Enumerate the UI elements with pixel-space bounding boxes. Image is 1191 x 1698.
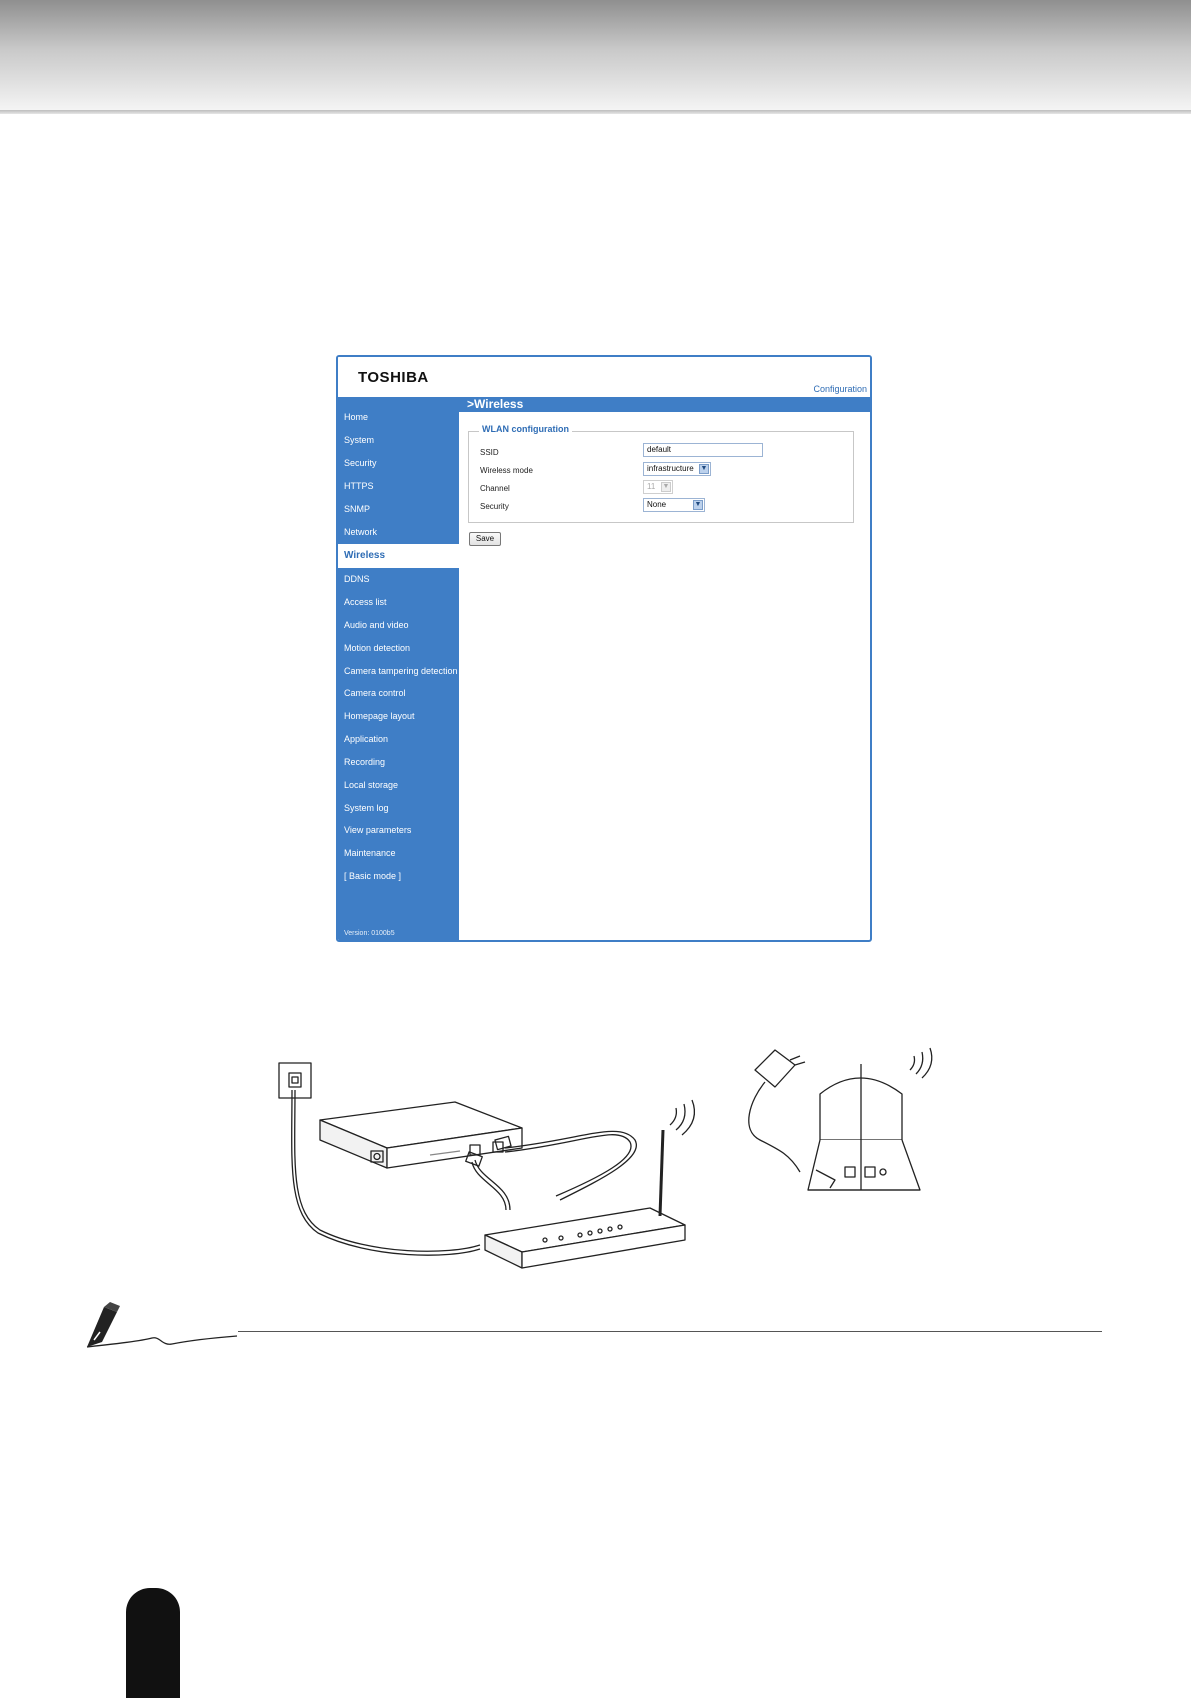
note-divider (238, 1331, 1102, 1332)
ssid-input[interactable] (643, 443, 763, 457)
chevron-down-icon: ▼ (662, 483, 670, 490)
chevron-down-icon: ▼ (694, 501, 702, 508)
sidebar-item-view-parameters[interactable]: View parameters (344, 825, 412, 835)
wlan-configuration-group (468, 424, 854, 523)
wlan-configuration-legend: WLAN configuration (479, 424, 572, 434)
security-label: Security (480, 502, 509, 511)
wifi-signal-icon (910, 1048, 932, 1078)
sidebar-item-system-log[interactable]: System log (344, 803, 389, 813)
sidebar-item-motion-detection[interactable]: Motion detection (344, 643, 411, 653)
save-button[interactable]: Save (469, 532, 501, 546)
sidebar-item-camera-control[interactable]: Camera control (344, 688, 406, 698)
channel-label: Channel (480, 484, 510, 493)
channel-select[interactable] (643, 480, 673, 494)
page-title: >Wireless (459, 397, 870, 412)
page-header-band (0, 0, 1191, 110)
sidebar-item-basic-mode[interactable]: [ Basic mode ] (344, 871, 402, 881)
sidebar-item-home[interactable]: Home (344, 412, 369, 422)
wireless-mode-value: infrastructure (647, 464, 694, 473)
sidebar (338, 397, 459, 940)
channel-value: 11 (647, 482, 656, 491)
wireless-mode-label: Wireless mode (480, 466, 533, 475)
sidebar-item-ddns[interactable]: DDNS (344, 574, 370, 584)
camera-icon (808, 1064, 920, 1190)
sidebar-item-access-list[interactable]: Access list (344, 597, 387, 607)
sidebar-item-recording[interactable]: Recording (344, 757, 386, 767)
sidebar-item-homepage-layout[interactable]: Homepage layout (344, 711, 415, 721)
configuration-link[interactable]: Configuration (813, 384, 867, 394)
page-header-divider (0, 110, 1191, 114)
sidebar-item-system[interactable]: System (344, 435, 375, 445)
sidebar-item-application[interactable]: Application (344, 734, 389, 744)
sidebar-item-audio-and-video[interactable]: Audio and video (344, 620, 409, 630)
modem-icon (320, 1102, 522, 1168)
ssid-value: default (647, 445, 672, 454)
version-text: Version: 0100b5 (344, 930, 395, 937)
network-setup-illustration (260, 1040, 980, 1300)
sidebar-item-security[interactable]: Security (344, 458, 377, 468)
brand-logo: TOSHIBA (358, 369, 429, 386)
wireless-mode-select[interactable] (643, 462, 711, 476)
sidebar-item-camera-tampering-detection[interactable]: Camera tampering detection (344, 666, 458, 676)
sidebar-item-maintenance[interactable]: Maintenance (344, 848, 396, 858)
sidebar-item-wireless[interactable]: Wireless (338, 544, 459, 568)
ssid-label: SSID (480, 448, 499, 457)
sidebar-item-https[interactable]: HTTPS (344, 481, 374, 491)
camera-web-ui (336, 355, 872, 942)
sidebar-item-network[interactable]: Network (344, 527, 378, 537)
sidebar-item-local-storage[interactable]: Local storage (344, 780, 399, 790)
sidebar-item-snmp[interactable]: SNMP (344, 504, 371, 514)
security-select[interactable] (643, 498, 705, 512)
note-pen-icon (82, 1302, 242, 1352)
wifi-signal-icon (670, 1100, 694, 1135)
web-ui-header (338, 357, 870, 397)
page-number-tab (126, 1588, 180, 1698)
security-value: None (647, 500, 667, 509)
chevron-down-icon: ▼ (700, 465, 708, 472)
power-adapter-icon (749, 1050, 805, 1172)
